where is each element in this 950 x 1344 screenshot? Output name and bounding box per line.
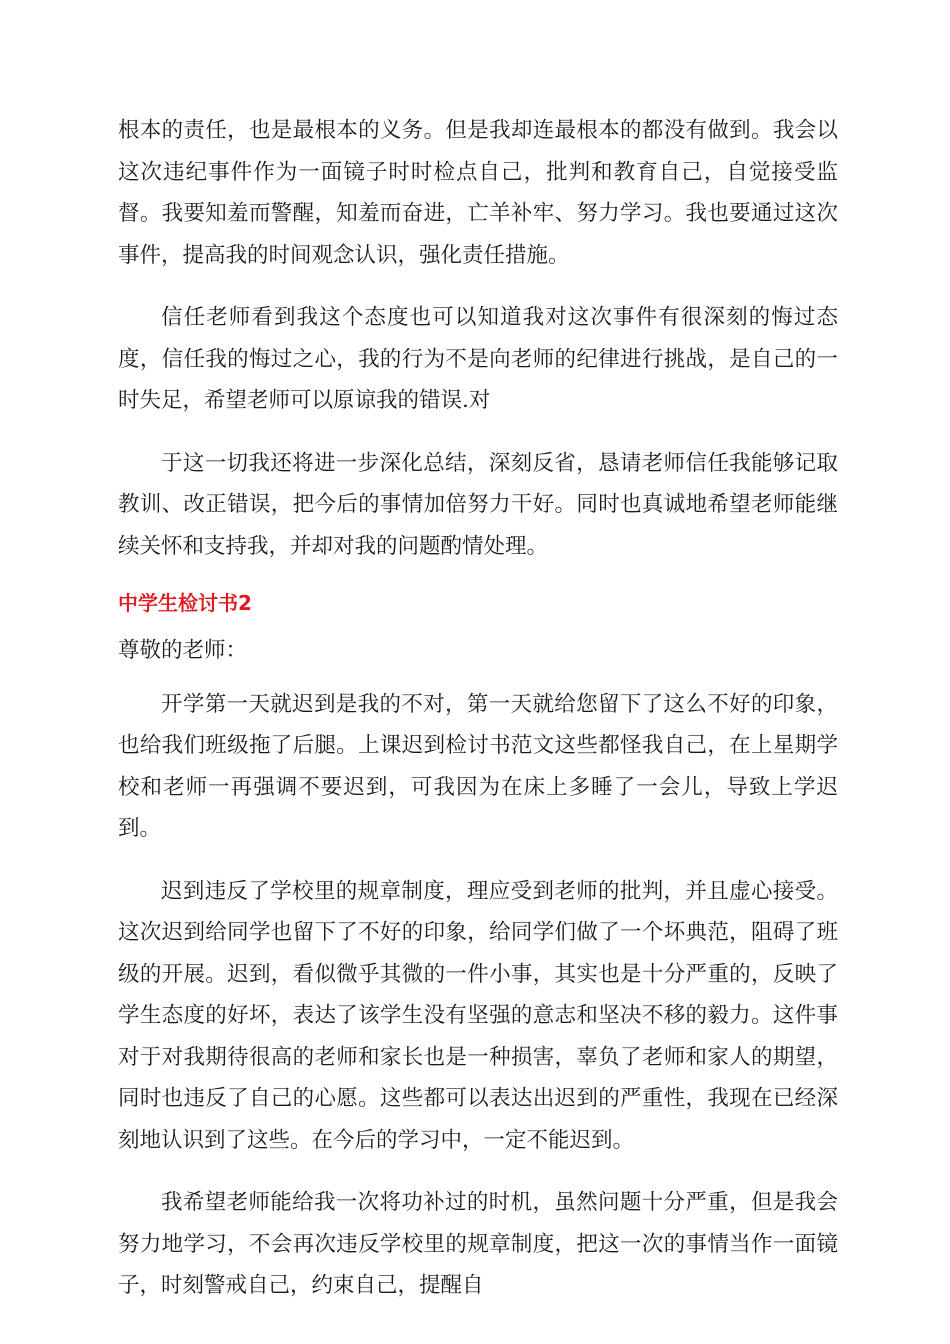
paragraph-5: 迟到违反了学校里的规章制度，理应受到老师的批判，并且虚心接受。这次迟到给同学也留下了不好的印象，给同学们做了一个坏典范，阻碍了班级的开展。迟到，看似微乎其微的一件小事，其实也是十分严重的，反映了学生态度的好坏，表达了该学生没有坚强的意志和坚决不移的毅力。这件事对于对我期待很高的老师和家长也是一种损害，辜负了老师和家人的期望，同时也违反了自己的心愿。这些都可以表达出迟到的严重性，我现在已经深刻地认识到了这些。在今后的学习中，一定不能迟到。 <box>118 878 838 1153</box>
paragraph-2: 信任老师看到我这个态度也可以知道我对这次事件有很深刻的悔过态度，信任我的悔过之心，我的行为不是向老师的纪律进行挑战，是自己的一时失足，希望老师可以原谅我的错误.对 <box>118 305 838 413</box>
salutation: 尊敬的老师： <box>118 638 248 663</box>
document-page <box>118 110 838 1328</box>
section-title: 中学生检讨书2 <box>118 591 252 615</box>
paragraph-3: 于这一切我还将进一步深化总结，深刻反省，恳请老师信任我能够记取教训、改正错误，把今后的事情加倍努力干好。同时也真诚地希望老师能继续关怀和支持我，并却对我的问题酌情处理。 <box>118 450 838 559</box>
paragraph-1: 根本的责任，也是最根本的义务。但是我却连最根本的都没有做到。我会以这次违纪事件作为一面镜子时时检点自己，批判和教育自己，自觉接受监督。我要知羞而警醒，知羞而奋进，亡羊补牢、努力学习。我也要通过这次事件，提高我的时间观念认识，强化责任措施。 <box>118 118 838 268</box>
paragraph-6: 我希望老师能给我一次将功补过的时机，虽然问题十分严重，但是我会努力地学习，不会再次违反学校里的规章制度，把这一次的事情当作一面镜子，时刻警戒自己，约束自己，提醒自 <box>118 1190 838 1298</box>
paragraph-4: 开学第一天就迟到是我的不对，第一天就给您留下了这么不好的印象，也给我们班级拖了后腿。上课迟到检讨书范文这些都怪我自己，在上星期学校和老师一再强调不要迟到，可我因为在床上多睡了一会儿，导致上学迟到。 <box>118 691 838 841</box>
